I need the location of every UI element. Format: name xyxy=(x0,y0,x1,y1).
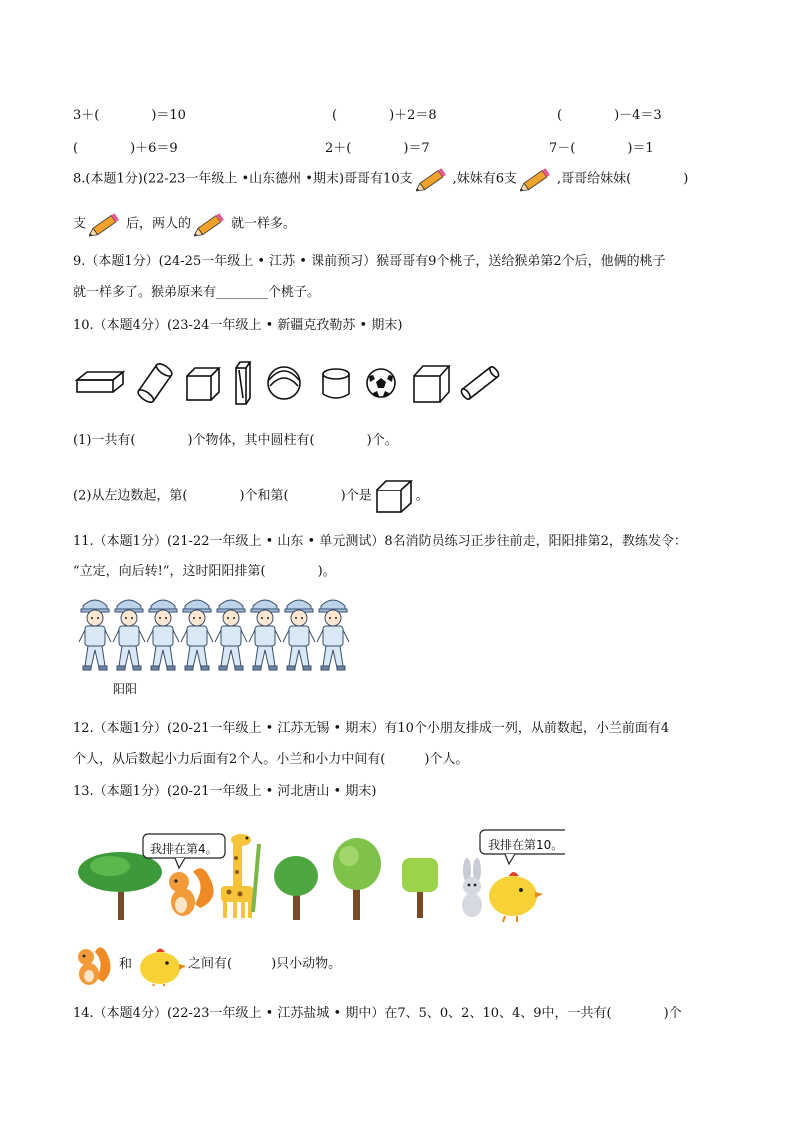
cylinder-icon xyxy=(460,365,500,400)
equation: ( )＋2＝8 xyxy=(332,108,437,123)
shapes-illustration xyxy=(73,358,513,408)
bubble-text-10: 我排在第10。 xyxy=(488,838,564,852)
animals-scene xyxy=(75,828,565,928)
q8-text: 就一样多。 xyxy=(231,216,297,232)
question-9-line1: 9.（本题1分）(24-25一年级上 • 江苏 • 课前预习）猴哥哥有9个桃子，送给猴弟第2个后，他俩的桃子 xyxy=(73,254,666,269)
cube-icon xyxy=(374,478,414,514)
question-14-line1: 14.（本题4分）(22-23一年级上 • 江苏盐城 • 期中）在7、5、0、2、10、4、9中，一共有( )个 xyxy=(73,1006,682,1021)
q8-text: 支 xyxy=(73,216,87,232)
equation: ( )＋6＝9 xyxy=(73,141,178,156)
question-12-line2: 个人，从后数起小力后面有2个人。小兰和小力中间有( )个人。 xyxy=(73,752,469,767)
firefighter-icon xyxy=(313,596,353,676)
ball-icon xyxy=(268,367,300,399)
cube-icon xyxy=(414,366,449,402)
q10-sub2-text: 。 xyxy=(415,488,429,504)
pencil-icon xyxy=(416,165,450,193)
question-12-line1: 12.（本题1分）(20-21一年级上 • 江苏无锡 • 期末）有10个小朋友排成一列，从前数起，小兰前面有4 xyxy=(73,721,670,736)
equation: 3＋( )＝10 xyxy=(73,108,186,123)
squirrel-icon xyxy=(169,868,214,916)
firefighters-row xyxy=(75,596,360,676)
question-10-sub1: (1)一共有( )个物体，其中圆柱有( )个。 xyxy=(73,433,398,448)
cuboid-tall-icon xyxy=(236,362,250,404)
equation: 2＋( )＝7 xyxy=(325,141,430,156)
tree-icon xyxy=(78,852,162,920)
q8-text: 后，两人的 xyxy=(126,216,192,232)
question-10-sub2 xyxy=(73,478,429,514)
question-11-line1: 11.（本题1分）(21-22一年级上 • 山东 • 单元测试）8名消防员练习正步往前走，阳阳排第2，教练发令： xyxy=(73,534,687,549)
question-13-meta: 13.（本题1分）(20-21一年级上 • 河北唐山 • 期末) xyxy=(73,784,377,799)
yangyang-caption: 阳阳 xyxy=(113,682,138,696)
giraffe-icon xyxy=(221,834,259,918)
tree-icon xyxy=(402,858,438,918)
bubble-text-4: 我排在第4。 xyxy=(150,842,218,856)
soccer-ball-icon xyxy=(367,369,395,397)
equation: ( )－4＝3 xyxy=(557,108,662,123)
q13-text: 和 xyxy=(119,956,133,972)
equation: 7－( )＝1 xyxy=(549,141,654,156)
question-meta: 8.(本题1分)(22-23一年级上 •山东德州 •期末) xyxy=(73,171,345,187)
q13-text: 之间有( )只小动物。 xyxy=(188,956,342,972)
tree-icon xyxy=(333,838,381,920)
pencil-icon xyxy=(89,210,123,238)
chick-icon xyxy=(136,942,188,986)
question-8-line2 xyxy=(73,210,296,238)
cylinder-icon xyxy=(136,361,174,404)
q8-text: 哥哥有10支 xyxy=(344,171,413,187)
chick-icon xyxy=(489,872,543,922)
cube-icon xyxy=(187,368,219,400)
question-8-line1 xyxy=(73,165,688,193)
pencil-icon xyxy=(194,210,228,238)
q8-text: ,妹妹有6支 xyxy=(452,171,517,187)
cuboid-icon xyxy=(77,372,123,392)
q10-sub2-text: (2)从左边数起，第( )个和第( )个是 xyxy=(73,488,372,504)
shapes-row xyxy=(73,358,513,408)
question-11-line2: “立定，向后转!”，这时阳阳排第( )。 xyxy=(73,564,336,579)
question-10-meta: 10.（本题4分）(23-24一年级上 • 新疆克孜勒苏 • 期末) xyxy=(73,318,403,333)
question-9-line2: 就一样多了。猴弟原来有________个桃子。 xyxy=(73,285,321,300)
tree-icon xyxy=(274,856,318,920)
squirrel-icon xyxy=(73,942,115,986)
cylinder-icon xyxy=(323,369,349,398)
pencil-icon xyxy=(520,165,554,193)
rabbit-icon xyxy=(462,858,482,917)
question-13-answer xyxy=(73,942,341,987)
q8-text: ,哥哥给妹妹( ) xyxy=(557,171,689,187)
